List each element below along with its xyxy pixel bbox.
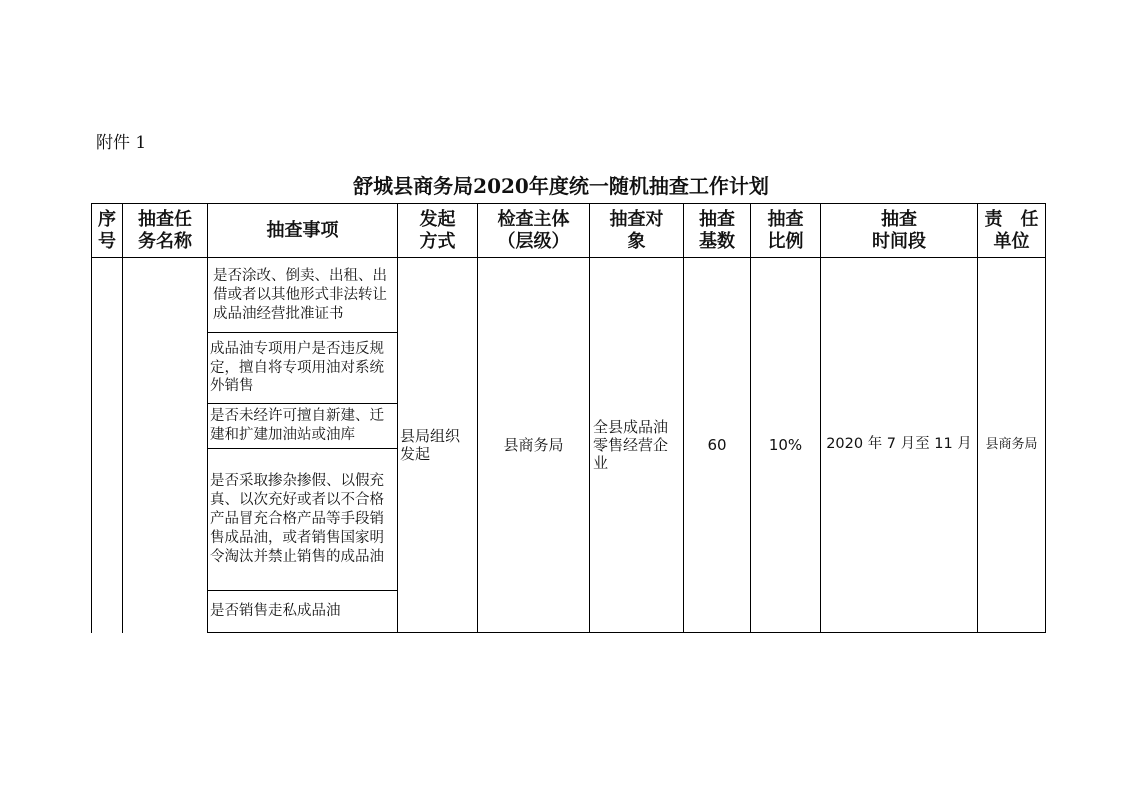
header-ratio-line1: 抽查 — [767, 208, 804, 230]
header-method-line1: 发起 — [419, 208, 456, 230]
header-target-line2: 象 — [627, 230, 646, 252]
header-period-line2: 时间段 — [872, 230, 926, 252]
header-subject-line1: 检查主体 — [497, 208, 570, 230]
header-check-items — [208, 204, 397, 257]
header-method-line2: 方式 — [419, 230, 456, 252]
header-target-line1: 抽查对 — [609, 208, 664, 230]
header-task-name — [123, 204, 207, 257]
header-unit-line2: 单位 — [993, 230, 1030, 252]
header-ratio-line2: 比例 — [767, 230, 804, 252]
row-task-name — [123, 258, 207, 632]
row-ratio: 10% — [768, 435, 803, 454]
header-seq-line2: 号 — [98, 230, 116, 252]
header-check-items-text: 抽查事项 — [266, 219, 339, 241]
header-seq-line1: 序 — [98, 208, 116, 230]
header-ratio — [751, 204, 820, 257]
header-unit — [978, 204, 1045, 257]
header-unit-line1: 责 任 — [984, 208, 1039, 230]
row-seq — [92, 258, 122, 632]
header-base-line1: 抽查 — [699, 208, 735, 230]
header-task-name-line1: 抽查任 — [138, 208, 192, 230]
check-item: 是否未经许可擅自新建、迁建和扩建加油站或油库 — [210, 408, 384, 443]
header-method — [398, 204, 477, 257]
page-title: 舒城县商务局2020年度统一随机抽查工作计划 — [353, 174, 769, 198]
check-item: 成品油专项用户是否违反规定，擅自将专项用油对系统外销售 — [210, 340, 384, 395]
header-subject — [478, 204, 589, 257]
header-seq — [92, 204, 122, 257]
row-target: 全县成品油零售经营企业 — [593, 417, 669, 473]
row-method: 县局组织发起 — [400, 426, 461, 463]
check-item: 是否采取掺杂掺假、以假充真、以次充好或者以不合格产品冒充合格产品等手段销售成品油，或者销售国家明令淘汰并禁止销售的成品油 — [210, 473, 384, 565]
row-subject: 县商务局 — [503, 435, 564, 454]
row-base: 60 — [707, 435, 727, 454]
header-base — [684, 204, 750, 257]
header-period-line1: 抽查 — [881, 208, 917, 230]
header-target — [590, 204, 683, 257]
check-item: 是否销售走私成品油 — [210, 603, 341, 620]
header-period — [821, 204, 977, 257]
header-base-line2: 基数 — [699, 230, 735, 252]
row-unit: 县商务局 — [985, 437, 1038, 453]
header-subject-line2: （层级） — [497, 230, 570, 252]
attachment-label: 附件 1 — [96, 133, 147, 153]
check-item: 是否涂改、倒卖、出租、出借或者以其他形式非法转让成品油经营批准证书 — [213, 268, 387, 322]
row-period: 2020 年 7 月至 11 月 — [826, 436, 972, 453]
header-task-name-line2: 务名称 — [138, 230, 192, 252]
